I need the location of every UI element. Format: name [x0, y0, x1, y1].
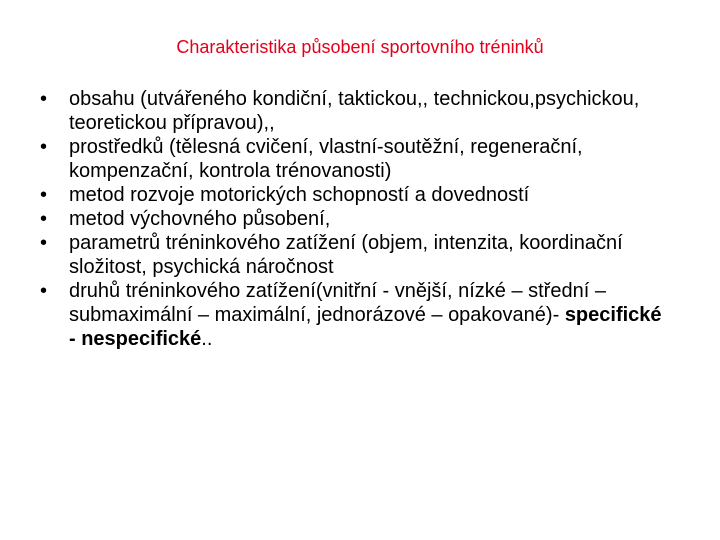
bullet-icon: • [40, 280, 48, 302]
bullet-item [30, 87, 670, 135]
bullet-text-bold: specifické - nespecifické [69, 304, 662, 350]
bullet-text: metod rozvoje motorických schopností a dovedností [69, 184, 530, 206]
bullet-item [30, 207, 670, 231]
bullet-item [30, 183, 670, 207]
bullet-icon: • [40, 208, 48, 230]
bullet-item [30, 279, 670, 351]
bullet-icon: • [40, 88, 48, 110]
bullet-item [30, 231, 670, 279]
bullet-text: prostředků (tělesná cvičení, vlastní-soutěžní, regenerační, kompenzační, kontrola trénovanosti) [69, 136, 583, 182]
bullet-list [30, 87, 670, 351]
bullet-text-tail: .. [201, 328, 213, 350]
bullet-icon: • [40, 136, 48, 158]
bullet-icon: • [40, 184, 48, 206]
bullet-item [30, 135, 670, 183]
slide-title: Charakteristika působení sportovního tréninků [176, 37, 544, 57]
bullet-text: metod výchovného působení, [69, 208, 331, 230]
bullet-text: druhů tréninkového zatížení(vnitřní - vnější, nízké – střední – submaximální – maximální, jednorázové – opakované)- [69, 280, 606, 326]
bullet-text: parametrů tréninkového zatížení (objem, intenzita, koordinační složitost, psychická náročnost [69, 232, 623, 278]
bullet-text: obsahu (utvářeného kondiční, taktickou,, technickou,psychickou, teoretickou přípravou),, [69, 88, 640, 134]
bullet-icon: • [40, 232, 48, 254]
